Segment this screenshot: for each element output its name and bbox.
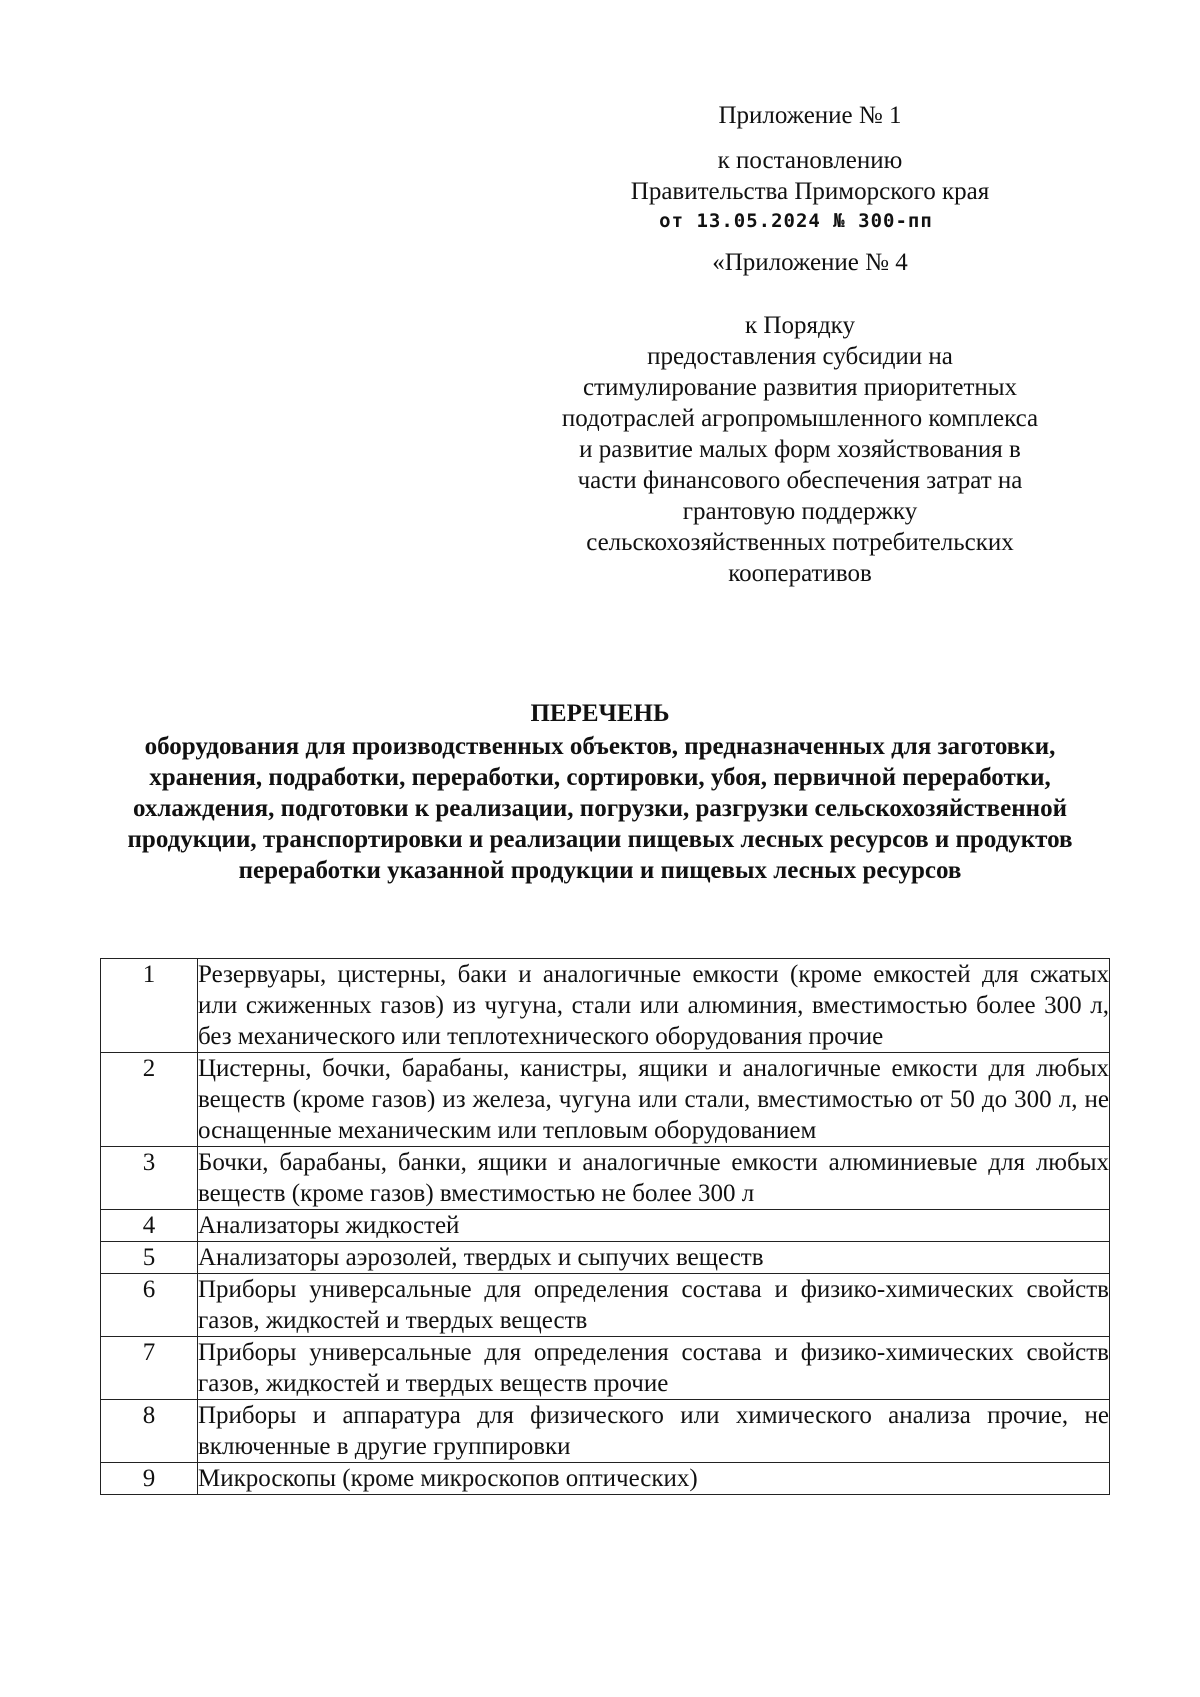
equipment-table (100, 958, 1110, 1495)
table-row (101, 1053, 1110, 1147)
row-number: 9 (101, 1463, 198, 1495)
government-name: Правительства Приморского края (630, 178, 990, 205)
order-line: предоставления субсидии на (647, 343, 953, 370)
row-text: Приборы универсальные для определения состава и физико-химических свойств газов, жидкостей и твердых веществ прочие (198, 1337, 1110, 1400)
table-row (101, 1463, 1110, 1495)
appendix-header (540, 100, 1080, 292)
order-line: грантовую поддержку (682, 498, 918, 525)
row-text: Анализаторы аэрозолей, твердых и сыпучих веществ (198, 1242, 1110, 1274)
table-row (101, 1337, 1110, 1400)
table-row (101, 1147, 1110, 1210)
row-number: 2 (101, 1053, 198, 1147)
order-line: и развитие малых форм хозяйствования в (579, 436, 1021, 463)
resolution-ref: к постановлению (717, 147, 903, 174)
order-line: кооперативов (728, 560, 872, 587)
document-title (100, 698, 1100, 886)
row-number: 4 (101, 1210, 198, 1242)
row-text: Анализаторы жидкостей (198, 1210, 1110, 1242)
row-text: Приборы и аппаратура для физического или химического анализа прочие, не включенные в другие группировки (198, 1400, 1110, 1463)
table-row (101, 1242, 1110, 1274)
order-line: подотраслей агропромышленного комплекса (561, 405, 1039, 432)
row-number: 3 (101, 1147, 198, 1210)
appendix-number: Приложение № 1 (718, 102, 902, 129)
row-text: Резервуары, цистерны, баки и аналогичные емкости (кроме емкостей для сжатых или сжиженных газов) из чугуна, стали или алюминия, вместимостью более 300 л, без механического или теплотехнического оборудования прочие (198, 959, 1110, 1053)
order-line: части финансового обеспечения затрат на (577, 467, 1023, 494)
row-number: 8 (101, 1400, 198, 1463)
resolution-number: от 13.05.2024 № 300-пп (659, 210, 933, 232)
table-row (101, 1210, 1110, 1242)
row-number: 5 (101, 1242, 198, 1274)
previous-appendix: «Приложение № 4 (712, 249, 908, 276)
title-subtitle: оборудования для производственных объектов, предназначенных для заготовки, хранения, подработки, переработки, сортировки, убоя, первичной переработки, охлаждения, подготовки к реализации, погрузки, разгрузки сельскохозяйственной продукции, транспортировки и реализации пищевых лесных ресурсов и продуктов переработки указанной продукции и пищевых лесных ресурсов (127, 733, 1073, 884)
table-row (101, 1400, 1110, 1463)
row-text: Бочки, барабаны, банки, ящики и аналогичные емкости алюминиевые для любых веществ (кроме газов) вместимостью не более 300 л (198, 1147, 1110, 1210)
order-reference (520, 310, 1080, 589)
table-row (101, 959, 1110, 1053)
title-main: ПЕРЕЧЕНЬ (530, 700, 670, 727)
row-number: 7 (101, 1337, 198, 1400)
row-number: 6 (101, 1274, 198, 1337)
row-number: 1 (101, 959, 198, 1053)
row-text: Микроскопы (кроме микроскопов оптических) (198, 1463, 1110, 1495)
order-line: к Порядку (745, 312, 855, 339)
row-text: Приборы универсальные для определения состава и физико-химических свойств газов, жидкостей и твердых веществ (198, 1274, 1110, 1337)
row-text: Цистерны, бочки, барабаны, канистры, ящики и аналогичные емкости для любых веществ (кроме газов) из железа, чугуна или стали, вместимостью от 50 до 300 л, не оснащенные механическим или тепловым оборудованием (198, 1053, 1110, 1147)
order-line: сельскохозяйственных потребительских (586, 529, 1014, 556)
table-row (101, 1274, 1110, 1337)
order-line: стимулирование развития приоритетных (582, 374, 1018, 401)
